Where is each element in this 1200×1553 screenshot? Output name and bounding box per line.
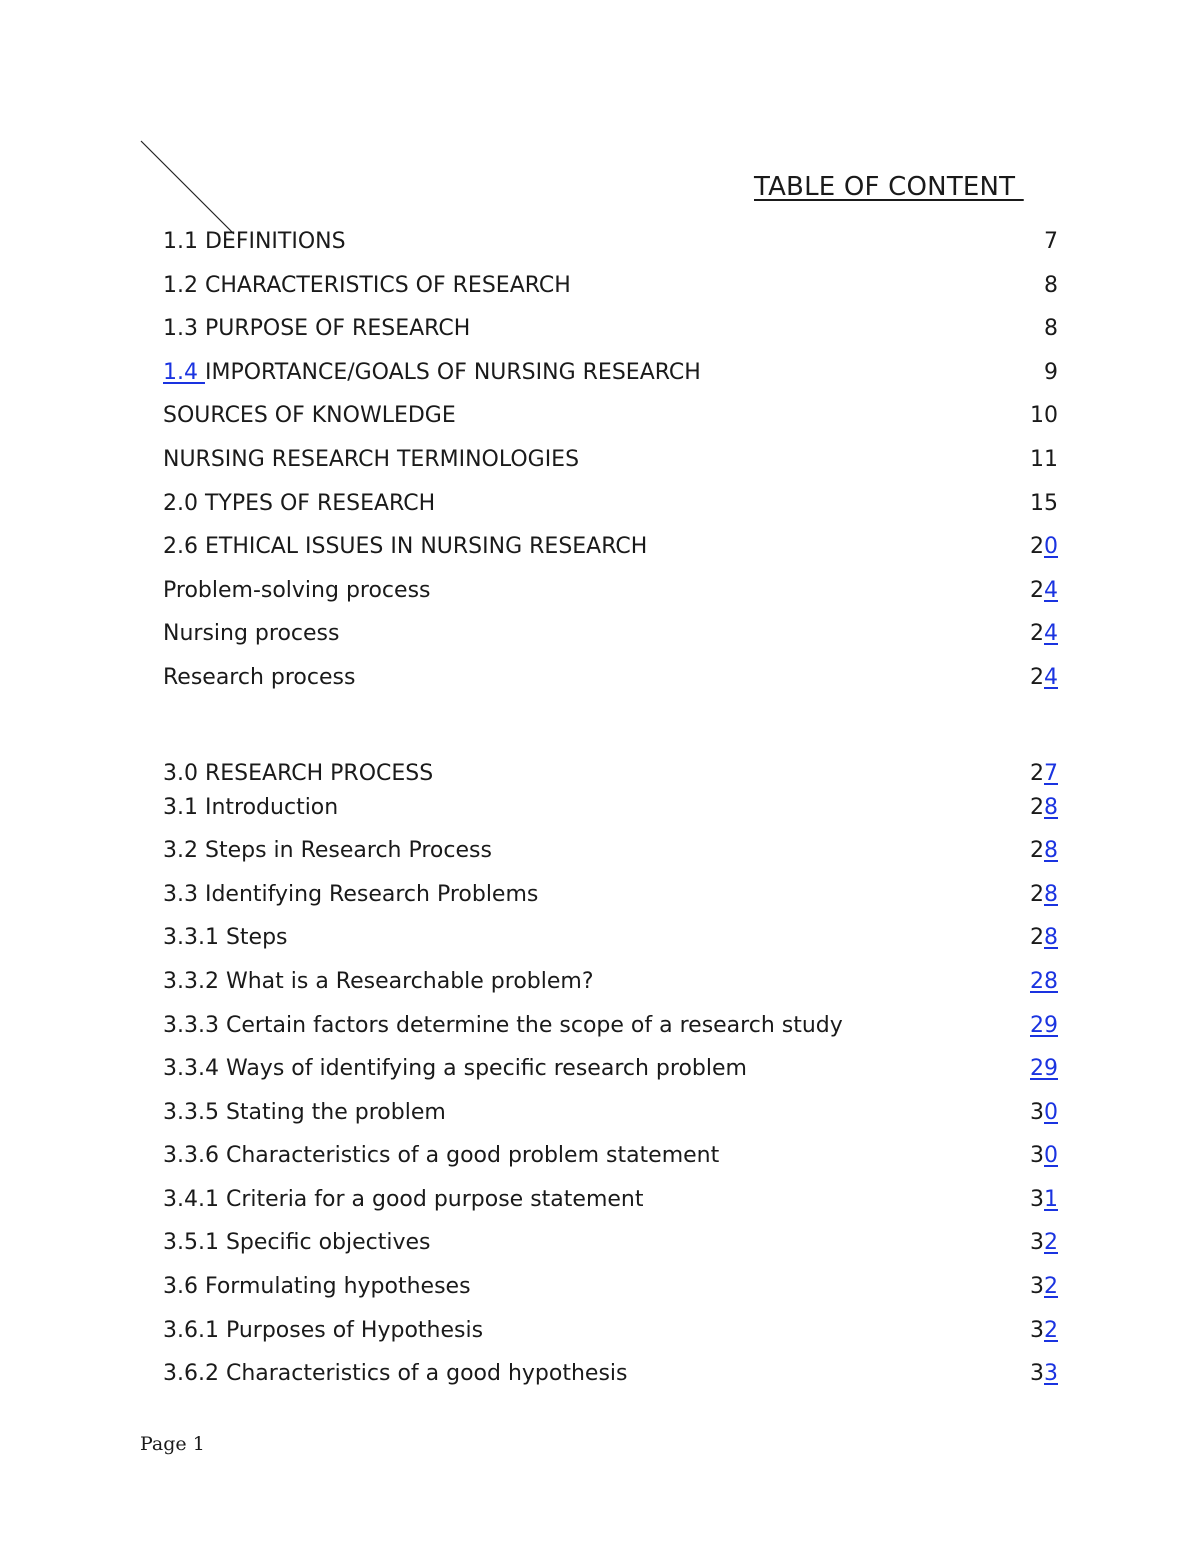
page-number-prefix: 3 bbox=[1030, 1099, 1044, 1125]
toc-entry[interactable] bbox=[163, 661, 1058, 705]
page-number-link[interactable]: 2 bbox=[1044, 1230, 1058, 1256]
toc-entry[interactable] bbox=[163, 705, 1058, 791]
toc-entry[interactable] bbox=[163, 1096, 1058, 1140]
toc-entry-text: 3.2 Steps in Research Process bbox=[163, 838, 492, 864]
toc-entry-text: Research process bbox=[163, 664, 356, 690]
toc-entry-page bbox=[1030, 965, 1058, 999]
page-number-link[interactable]: 8 bbox=[1044, 881, 1058, 907]
page-number-prefix: 2 bbox=[1030, 621, 1044, 647]
page-number-prefix: 2 bbox=[1030, 534, 1044, 560]
toc-entry-label bbox=[163, 791, 338, 825]
toc-entry-text: 1.1 DEFINITIONS bbox=[163, 229, 346, 254]
toc-entry-text: 3.3.2 What is a Researchable problem? bbox=[163, 968, 594, 994]
toc-entry-label bbox=[163, 443, 579, 477]
page-number-prefix: 3 bbox=[1030, 1186, 1044, 1212]
page-number-link[interactable]: 0 bbox=[1044, 1099, 1058, 1125]
page-number-link[interactable]: 4 bbox=[1044, 621, 1058, 647]
toc-entry-label bbox=[163, 574, 431, 608]
page-number-prefix: 2 bbox=[1030, 577, 1044, 603]
toc-entry-text: SOURCES OF KNOWLEDGE bbox=[163, 403, 456, 429]
page-number-prefix: 3 bbox=[1030, 1317, 1044, 1343]
toc-entry-page bbox=[1030, 1357, 1058, 1391]
toc-entry-label bbox=[163, 487, 435, 521]
toc-entry[interactable] bbox=[163, 1226, 1058, 1270]
toc-entry-page bbox=[1030, 399, 1058, 433]
toc-entry[interactable] bbox=[163, 443, 1058, 487]
toc-entry-text: 3.0 RESEARCH PROCESS bbox=[163, 760, 434, 786]
toc-entry-text: 3.6 Formulating hypotheses bbox=[163, 1274, 471, 1300]
toc-entry[interactable] bbox=[163, 356, 1058, 400]
toc-entry-label bbox=[163, 1183, 643, 1217]
toc-entry[interactable] bbox=[163, 1357, 1058, 1401]
toc-entry-label bbox=[163, 225, 346, 259]
toc-entry-label bbox=[163, 1357, 628, 1391]
page-number-link[interactable]: 29 bbox=[1030, 1012, 1058, 1038]
page-footer: Page 1 bbox=[140, 1433, 205, 1455]
toc-entry[interactable] bbox=[163, 791, 1058, 835]
page-number-prefix: 2 bbox=[1030, 794, 1044, 820]
toc-entry-label bbox=[163, 878, 538, 912]
page-number-prefix: 2 bbox=[1030, 838, 1044, 864]
toc-entry-page bbox=[1030, 1096, 1058, 1130]
page-title: TABLE OF CONTENT bbox=[754, 172, 1024, 202]
toc-entry[interactable] bbox=[163, 1270, 1058, 1314]
toc-entry-page bbox=[1030, 878, 1058, 912]
toc-entry[interactable] bbox=[163, 269, 1058, 313]
page-number-link[interactable]: 8 bbox=[1044, 925, 1058, 951]
page-number-link[interactable]: 0 bbox=[1044, 1143, 1058, 1169]
toc-entry-label bbox=[163, 1009, 843, 1043]
toc-entry-label bbox=[163, 834, 492, 868]
toc-entry-label bbox=[163, 530, 647, 564]
toc-entry-text: 3.3 Identifying Research Problems bbox=[163, 881, 539, 907]
toc-entry-page bbox=[1030, 1270, 1058, 1304]
page-number-link[interactable]: 3 bbox=[1044, 1361, 1058, 1387]
page-number-link[interactable]: 2 bbox=[1044, 1317, 1058, 1343]
toc-entry-text: NURSING RESEARCH TERMINOLOGIES bbox=[163, 446, 580, 472]
toc-entry[interactable] bbox=[163, 530, 1058, 574]
toc-entry[interactable] bbox=[163, 1009, 1058, 1053]
page-number-prefix: 3 bbox=[1030, 1361, 1044, 1387]
toc-entry-page bbox=[1044, 225, 1058, 259]
toc-entry[interactable] bbox=[163, 878, 1058, 922]
toc-entry-label bbox=[163, 312, 470, 346]
toc-entry-text: IMPORTANCE/GOALS OF NURSING RESEARCH bbox=[204, 359, 701, 385]
toc-entry-label bbox=[163, 356, 701, 390]
table-of-contents bbox=[163, 225, 1058, 1401]
toc-entry-text: 3.3.3 Certain factors determine the scope of a research study bbox=[163, 1012, 843, 1038]
toc-entry-page bbox=[1030, 530, 1058, 564]
toc-entry-page bbox=[1030, 443, 1058, 477]
toc-entry-text: 3.1 Introduction bbox=[163, 794, 339, 820]
toc-entry-text: 3.3.5 Stating the problem bbox=[163, 1099, 446, 1125]
toc-entry-text: 1.3 PURPOSE OF RESEARCH bbox=[163, 316, 471, 342]
toc-entry-text: 2.0 TYPES OF RESEARCH bbox=[163, 490, 436, 516]
toc-entry-label bbox=[163, 617, 339, 651]
page-number-link[interactable]: 0 bbox=[1044, 534, 1058, 560]
page-number-link[interactable]: 7 bbox=[1044, 760, 1058, 786]
toc-entry-text: 3.3.6 Characteristics of a good problem statement bbox=[163, 1143, 720, 1169]
toc-entry-text: Problem-solving process bbox=[163, 577, 431, 603]
toc-entry-text: 3.6.2 Characteristics of a good hypothesis bbox=[163, 1361, 628, 1387]
toc-entry[interactable] bbox=[163, 399, 1058, 443]
toc-entry-page bbox=[1030, 1139, 1058, 1173]
page-number-prefix: 3 bbox=[1030, 1143, 1044, 1169]
page-number-link[interactable]: 29 bbox=[1030, 1056, 1058, 1082]
toc-entry-page bbox=[1030, 1314, 1058, 1348]
toc-entry-label bbox=[163, 921, 288, 955]
page-number: 8 bbox=[1044, 272, 1058, 298]
toc-entry-text: 3.3.4 Ways of identifying a specific research problem bbox=[163, 1056, 747, 1082]
toc-entry[interactable] bbox=[163, 487, 1058, 531]
toc-entry-page bbox=[1030, 757, 1058, 791]
page-number-prefix: 2 bbox=[1030, 881, 1044, 907]
toc-entry-page bbox=[1030, 1183, 1058, 1217]
page-number: 9 bbox=[1044, 359, 1058, 385]
toc-entry-label bbox=[163, 1226, 431, 1260]
page-number-link[interactable]: 2 bbox=[1044, 1274, 1058, 1300]
page-number-link[interactable]: 4 bbox=[1044, 577, 1058, 603]
toc-entry-text: Nursing process bbox=[163, 621, 340, 647]
toc-entry[interactable] bbox=[163, 921, 1058, 965]
toc-entry-text: 3.3.1 Steps bbox=[163, 925, 288, 951]
page-number-prefix: 2 bbox=[1030, 664, 1044, 690]
toc-entry-label bbox=[163, 1270, 471, 1304]
toc-entry-label bbox=[163, 1139, 719, 1173]
page-number-prefix: 2 bbox=[1030, 760, 1044, 786]
toc-entry-label bbox=[163, 965, 594, 999]
toc-entry[interactable] bbox=[163, 312, 1058, 356]
page-number-link[interactable]: 8 bbox=[1044, 838, 1058, 864]
toc-entry-label bbox=[163, 269, 571, 303]
page-number-prefix: 3 bbox=[1030, 1230, 1044, 1256]
page-number-link[interactable]: 8 bbox=[1044, 794, 1058, 820]
page-number-prefix: 3 bbox=[1030, 1274, 1044, 1300]
toc-entry-page bbox=[1030, 1052, 1058, 1086]
toc-entry-label bbox=[163, 1052, 747, 1086]
toc-entry[interactable] bbox=[163, 1183, 1058, 1227]
page-number-link[interactable]: 28 bbox=[1030, 968, 1058, 994]
toc-entry[interactable] bbox=[163, 834, 1058, 878]
toc-entry-text: 1.2 CHARACTERISTICS OF RESEARCH bbox=[163, 272, 571, 298]
toc-entry-page bbox=[1030, 834, 1058, 868]
toc-entry-label bbox=[163, 661, 355, 695]
toc-entry-link-number[interactable]: 1.4 bbox=[163, 359, 205, 385]
toc-entry-page bbox=[1030, 1009, 1058, 1043]
toc-entry-text: 2.6 ETHICAL ISSUES IN NURSING RESEARCH bbox=[163, 534, 648, 560]
toc-entry-label bbox=[163, 1314, 483, 1348]
page-number: 11 bbox=[1030, 446, 1058, 472]
page-number-link[interactable]: 4 bbox=[1044, 664, 1058, 690]
page-number: 8 bbox=[1044, 316, 1058, 342]
toc-entry-page bbox=[1030, 487, 1058, 521]
toc-entry[interactable] bbox=[163, 574, 1058, 618]
toc-entry-page bbox=[1044, 269, 1058, 303]
toc-entry-label bbox=[163, 757, 433, 791]
toc-entry[interactable] bbox=[163, 1052, 1058, 1096]
toc-entry-page bbox=[1030, 617, 1058, 651]
toc-entry-text: 3.4.1 Criteria for a good purpose statement bbox=[163, 1186, 644, 1212]
toc-entry-text: 3.5.1 Specific objectives bbox=[163, 1230, 431, 1256]
toc-entry[interactable] bbox=[163, 965, 1058, 1009]
page-number-prefix: 2 bbox=[1030, 925, 1044, 951]
toc-entry-page bbox=[1044, 356, 1058, 390]
toc-entry[interactable] bbox=[163, 225, 1058, 269]
toc-entry-page bbox=[1030, 921, 1058, 955]
toc-entry-page bbox=[1030, 1226, 1058, 1260]
page-number: 7 bbox=[1044, 229, 1058, 254]
toc-entry-page bbox=[1030, 574, 1058, 608]
toc-entry-label bbox=[163, 1096, 446, 1130]
toc-entry-page bbox=[1030, 661, 1058, 695]
toc-entry[interactable] bbox=[163, 1139, 1058, 1183]
page-number-link[interactable]: 1 bbox=[1044, 1186, 1058, 1212]
page-number: 15 bbox=[1030, 490, 1058, 516]
toc-entry[interactable] bbox=[163, 617, 1058, 661]
page-number: 10 bbox=[1030, 403, 1058, 429]
toc-entry-label bbox=[163, 399, 456, 433]
toc-entry-text: 3.6.1 Purposes of Hypothesis bbox=[163, 1317, 484, 1343]
toc-entry-page bbox=[1030, 791, 1058, 825]
toc-entry-page bbox=[1044, 312, 1058, 346]
toc-entry[interactable] bbox=[163, 1314, 1058, 1358]
